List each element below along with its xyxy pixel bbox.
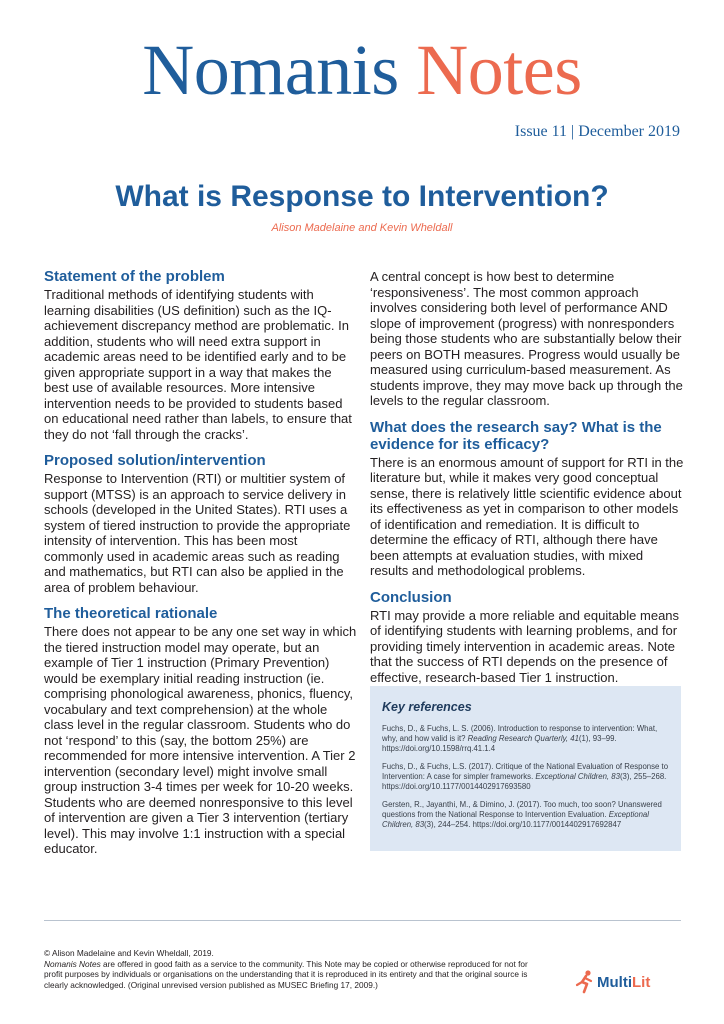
section-heading-problem: Statement of the problem [44,268,225,285]
key-references-heading: Key references [382,700,472,714]
key-references-box [370,686,681,851]
issue-line: Issue 11 | December 2019 [514,123,680,140]
section-heading-rationale: The theoretical rationale [44,605,218,622]
authors: Alison Madelaine and Kevin Wheldall [271,222,453,234]
multilit-logo [575,968,685,996]
page-title: What is Response to Intervention? [115,180,609,213]
section-text-rationale: There does not appear to be any one set way in which the tiered instruction model may operate, but an example of Tier 1 instruction (Primary Prevention) would be exemplary initial reading instruction (ie. comprising phonological awareness, phonics, fluency, vocabulary and text comprehension) at the whole class level in the regular classroom. Students who do not ‘respond’ to this (say, the bottom 25%) are recommended for more intensive intervention. A Tier 2 intervention (secondary level) might involve small group instruction 3-4 times per week for 10-20 weeks. Students who are deemed nonresponsive to this level of intervention are given a Tier 3 intervention (tertiary level). This may involve 1:1 instruction with a special educator. [44,624,357,856]
footer-divider [44,920,681,921]
masthead-word-2: Notes [416,30,582,110]
masthead-word-1: Nomanis [142,30,399,110]
runner-icon [575,970,595,994]
footer-notice: Nomanis Notes are offered in good faith as a service to the community. This Note may be copied or otherwise reproduced for not for profit purposes by individuals or organisations on the understanding that it is reproduced in its entirety and that the original source is clearly acknowledged. (Original unrevised version published as MUSEC Briefing 17, 2009.) [44,958,528,990]
section-heading-research: What does the research say? What is the evidence for its efficacy? [370,418,662,453]
section-text-problem: Traditional methods of identifying students with learning disabilities (US definition) such as the IQ-achievement discrepancy method are problematic. In addition, students who will need extra support in academic areas need to be identified early and to be given appropriate support in a way that makes the best use of available resources. More intensive intervention needs to be provided to students based on educational need rather than labels, to ensure that they do not ‘fall through the cracks’. [44,287,352,442]
masthead [0,30,724,110]
section-text-conclusion: RTI may provide a more reliable and equitable means of identifying students with learning problems, and for providing timely intervention in academic areas. Note that the success of RTI depends on the presence of effective, research-based Tier 1 instruction. [370,607,680,685]
footer-copyright: © Alison Madelaine and Kevin Wheldall, 2019. [44,948,214,958]
reference-item: Gersten, R., Jayanthi, M., & Dimino, J. (2017). Too much, too soon? Unanswered questions from the National Response to Intervention Evaluation. Exceptional Children, 83(3), 244–254. https://doi.org/10.1177/0014402917692847 [382,800,662,829]
logo-wordmark: MultiLit [597,974,651,991]
right-column [370,269,685,695]
section-heading-solution: Proposed solution/intervention [44,452,266,469]
section-text-solution: Response to Intervention (RTI) or multitier system of support (MTSS) is an approach to service delivery in schools (developed in the United States). RTI uses a system of tiered instruction to provide the appropriate intensity of intervention. This has been most commonly used in academic areas such as reading and mathematics, but RTI can also be applied in the area of problem behaviour. [44,471,351,595]
reference-item: Fuchs, D., & Fuchs, L. S. (2006). Introduction to response to intervention: What, why, and how valid is it? Reading Research Quarterly, 41(1), 93–99. https://doi.org/10.1598/rrq.41.1.4 [382,724,658,753]
section-text-research: There is an enormous amount of support for RTI in the literature but, while it makes very good conceptual sense, there is relatively little scientific evidence about its effectiveness as yet in comparison to other models of identification and remediation. It is difficult to determine the efficacy of RTI, although there have been attempts at evaluation studies, with mixed results and methodological problems. [370,454,684,578]
footer-text [44,948,544,990]
left-column [44,268,359,867]
section-text-responsiveness: A central concept is how best to determine ‘responsiveness’. The most common approach involves considering both level of performance AND slope of improvement (progress) with nonresponders being those students who are substantially below their peers on BOTH measures. Progress would usually be measured using curriculum-based measurement. As students improve, they may move back up through the levels to the regular classroom. [370,269,683,408]
reference-item: Fuchs, D., & Fuchs, L.S. (2017). Critique of the National Evaluation of Response to Intervention: A case for simpler frameworks. Exceptional Children, 83(3), 255–268. https://doi.org/10.1177/0014402917693580 [382,762,669,791]
section-heading-conclusion: Conclusion [370,588,452,606]
